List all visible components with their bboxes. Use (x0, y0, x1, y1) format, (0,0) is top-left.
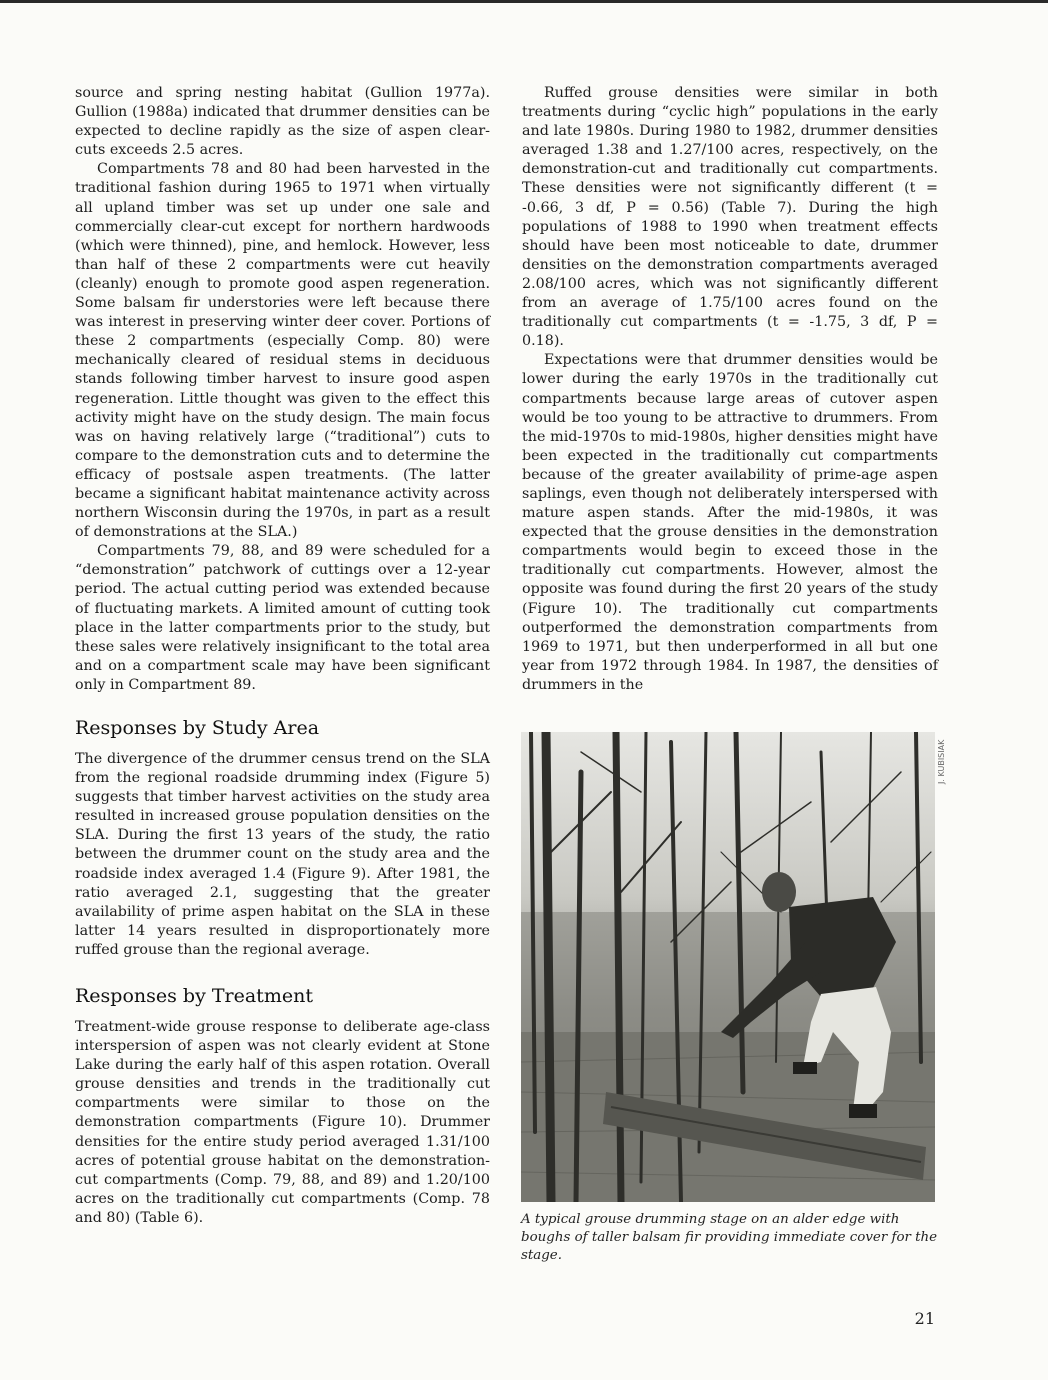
section-heading-treatment: Responses by Treatment (75, 985, 313, 1007)
grouse-drumming-stage-photo (521, 732, 935, 1202)
top-rule (0, 0, 1048, 3)
paragraph: Expectations were that drummer densities would be lower during the early 1970s in the traditionally cut compartments because large areas of cutover aspen would be too young to be attractive to drummers. From the mid-1970s to mid-1980s, higher densities might have been expected in the traditionally cut compartments because of the greater availability of prime-age aspen saplings, even though not deliberately interspersed with mature aspen stands. After the mid-1980s, it was expected that the grouse densities in the demonstration compartments would begin to exceed those in the traditionally cut compartments. However, almost the opposite was found during the first 20 years of the study (Figure 10). The traditionally cut compartments outperformed the demonstration compartments from 1969 to 1971, but then underperformed in all but one year from 1972 through 1984. In 1987, the densities of drummers in the (522, 352, 938, 693)
paragraph: Treatment-wide grouse response to deliberate age-class interspersion of aspen was not clearly evident at Stone Lake during the early half of this aspen rotation. Overall grouse densities and trends in the traditionally cut compartments were similar to those on the demonstration compartments (Figure 10). Drummer densities for the entire study period averaged 1.31/100 acres of potential grouse habitat on the demonstration-cut compartments (Comp. 79, 88, and 89) and 1.20/100 acres on the traditionally cut compartments (Comp. 78 and 80) (Table 6). (75, 1019, 490, 1226)
right-column (522, 84, 938, 695)
photo-credit: J. KUBISIAK (937, 739, 946, 785)
paragraph: Compartments 78 and 80 had been harvested in the traditional fashion during 1965 to 1971 when virtually all upland timber was set up under one sale and commercially clear-cut except for northern hardwoods (which were thinned), pine, and hemlock. However, less than half of these 2 compartments were cut heavily (cleanly) enough to promote good aspen regeneration. Some balsam fir understories were left because there was interest in preserving winter deer cover. Portions of these 2 compartments (especially Comp. 80) were mechanically cleared of residual stems in deciduous stands following timber harvest to insure good aspen regeneration. Little thought was given to the effect this activity might have on the study design. The main focus was on having relatively large (“traditional”) cuts to compare to the demonstration cuts and to determine the efficacy of postsale aspen treatments. (The latter became a significant habitat maintenance activity across northern Wisconsin during the 1970s, in part as a result of demonstrations at the SLA.) (75, 161, 490, 541)
paragraph: The divergence of the drummer census trend on the SLA from the regional roadside drumming index (Figure 5) suggests that timber harvest activities on the study area resulted in increased grouse population densities on the SLA. During the first 13 years of the study, the ratio between the drummer count on the study area and the roadside index averaged 1.4 (Figure 9). After 1981, the ratio averaged 2.1, suggesting that the greater availability of prime aspen habitat on the SLA in these latter 14 years resulted in disproportionately more ruffed grouse than the regional average. (75, 751, 490, 958)
paragraph: source and spring nesting habitat (Gullion 1977a). Gullion (1988a) indicated that drummer densities can be expected to decline rapidly as the size of aspen clear-cuts exceeds 2.5 acres. (75, 85, 490, 159)
paragraph: Ruffed grouse densities were similar in both treatments during “cyclic high” populations in the early and late 1980s. During 1980 to 1982, drummer densities averaged 1.38 and 1.27/100 acres, respectively, on the demonstration-cut and traditionally cut compartments. These densities were not significantly different (t = -0.66, 3 df, P = 0.56) (Table 7). During the high populations of 1988 to 1990 when treatment effects should have been most noticeable to date, drummer densities on the demonstration compartments averaged 2.08/100 acres, which was not significantly different from an average of 1.75/100 acres found on the traditionally cut compartments (t = -1.75, 3 df, P = 0.18). (522, 85, 938, 350)
page-number: 21 (914, 1309, 935, 1328)
left-column (75, 84, 490, 695)
paragraph: Compartments 79, 88, and 89 were scheduled for a “demonstration” patchwork of cuttings over a 12-year period. The actual cutting period was extended because of fluctuating markets. A limited amount of cutting took place in the latter compartments prior to the study, but these sales were relatively insignificant to the total area and on a compartment scale may have been significant only in Compartment 89. (75, 543, 490, 693)
photo-caption: A typical grouse drumming stage on an alder edge with boughs of taller balsam fir providing immediate cover for the stage. (521, 1212, 938, 1263)
section-heading-study-area: Responses by Study Area (75, 717, 320, 739)
